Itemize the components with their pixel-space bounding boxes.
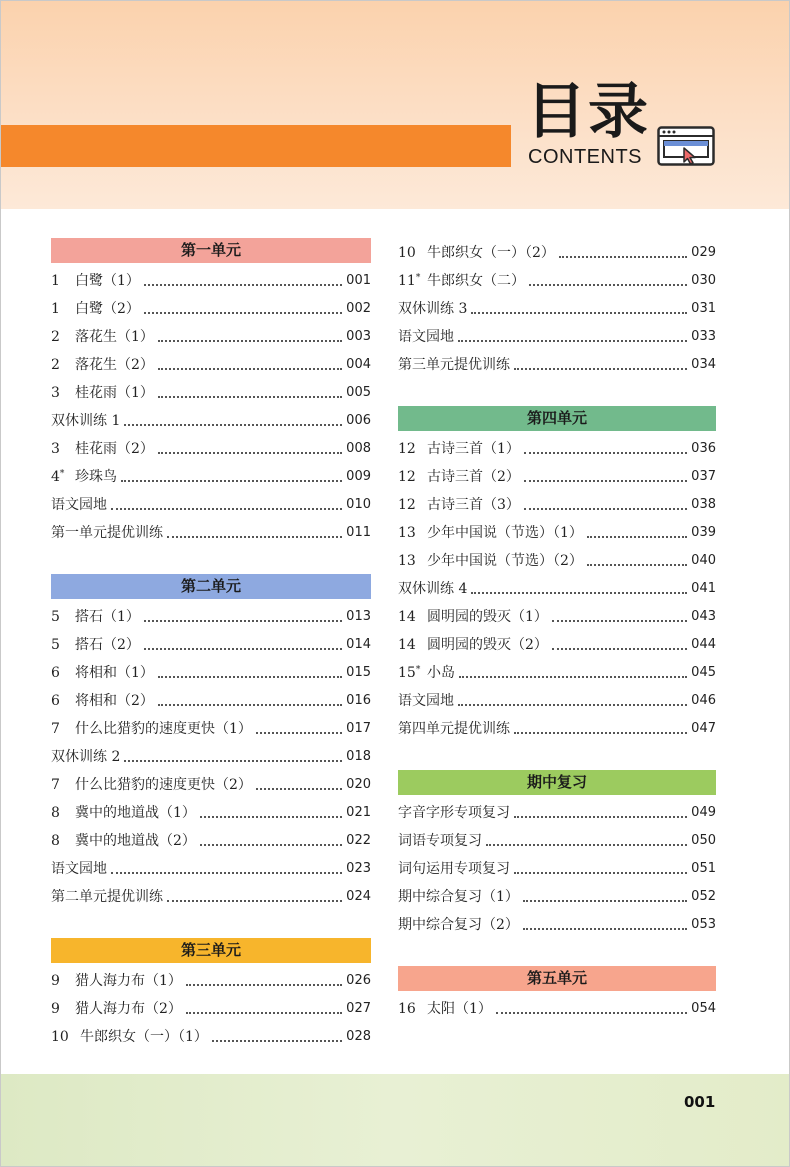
lesson-title: 期中综合复习（2） [398, 917, 519, 933]
dot-leader [200, 816, 342, 818]
page-ref: 046 [691, 693, 716, 708]
dot-leader [158, 676, 342, 678]
lesson-number: 8 [51, 833, 60, 849]
page-ref: 010 [346, 497, 371, 512]
header-banner [1, 1, 789, 209]
lesson-number: 6 [51, 665, 60, 681]
page-ref: 028 [346, 1029, 371, 1044]
lesson-title: 桂花雨（2） [75, 441, 154, 457]
lesson-number: 2 [51, 329, 60, 345]
page-ref: 030 [691, 273, 716, 288]
lesson-number: 6 [51, 693, 60, 709]
dot-leader [514, 872, 687, 874]
lesson-title: 冀中的地道战（2） [75, 833, 196, 849]
toc-right-column [398, 238, 716, 1022]
section-gap [398, 938, 716, 966]
lesson-title: 猎人海力布（2） [75, 1001, 182, 1017]
dot-leader [471, 312, 687, 314]
toc-entry[interactable] [51, 462, 371, 490]
toc-entry[interactable] [51, 294, 371, 322]
dot-leader [167, 536, 342, 538]
page-title: 目录 [526, 77, 650, 147]
dot-leader [458, 704, 687, 706]
unit-header: 第三单元 [51, 938, 371, 963]
lesson-number: 12 [398, 441, 416, 457]
dot-leader [514, 368, 687, 370]
toc-entry[interactable] [398, 714, 716, 742]
dot-leader [212, 1040, 342, 1042]
lesson-title: 语文园地 [51, 497, 107, 513]
toc-entry[interactable] [398, 546, 716, 574]
page-ref: 049 [691, 805, 716, 820]
lesson-title: 搭石（2） [75, 637, 140, 653]
dot-leader [459, 676, 687, 678]
lesson-number: 1 [51, 301, 60, 317]
dot-leader [529, 284, 687, 286]
lesson-title: 白鹭（2） [75, 301, 140, 317]
lesson-number: 11* [398, 273, 421, 289]
toc-entry[interactable] [51, 742, 371, 770]
page-ref: 021 [346, 805, 371, 820]
page-ref: 045 [691, 665, 716, 680]
page-ref: 023 [346, 861, 371, 876]
toc-entry[interactable] [51, 798, 371, 826]
toc-entry[interactable] [398, 490, 716, 518]
lesson-title: 语文园地 [398, 693, 454, 709]
toc-entry[interactable] [51, 686, 371, 714]
dot-leader [158, 704, 342, 706]
toc-entry[interactable] [51, 630, 371, 658]
unit-header: 第四单元 [398, 406, 716, 431]
toc-entry[interactable] [51, 770, 371, 798]
toc-section [51, 574, 371, 910]
dot-leader [158, 452, 342, 454]
lesson-title: 将相和（2） [75, 693, 154, 709]
lesson-title: 双休训练 4 [398, 581, 468, 597]
unit-header: 第一单元 [51, 238, 371, 263]
toc-entry[interactable] [398, 798, 716, 826]
lesson-title: 猎人海力布（1） [75, 973, 182, 989]
dot-leader [524, 452, 687, 454]
toc-entry[interactable] [51, 854, 371, 882]
toc-entry[interactable] [398, 686, 716, 714]
lesson-number: 7 [51, 777, 60, 793]
page-ref: 005 [346, 385, 371, 400]
lesson-title: 字音字形专项复习 [398, 805, 510, 821]
lesson-number: 5 [51, 637, 60, 653]
unit-header: 期中复习 [398, 770, 716, 795]
lesson-number: 7 [51, 721, 60, 737]
dot-leader [256, 732, 342, 734]
toc-entry[interactable] [398, 574, 716, 602]
lesson-number: 10 [398, 245, 416, 261]
lesson-title: 双休训练 3 [398, 301, 468, 317]
toc-entry[interactable] [398, 994, 716, 1022]
lesson-title: 牛郎织女（二） [427, 273, 525, 289]
lesson-number: 16 [398, 1001, 416, 1017]
page-ref: 052 [691, 889, 716, 904]
page-ref: 051 [691, 861, 716, 876]
page-ref: 001 [346, 273, 371, 288]
page-ref: 053 [691, 917, 716, 932]
lesson-title: 什么比猎豹的速度更快（1） [75, 721, 252, 737]
dot-leader [552, 648, 687, 650]
page-ref: 011 [346, 525, 371, 540]
lesson-number: 2 [51, 357, 60, 373]
dot-leader [124, 760, 342, 762]
lesson-number: 9 [51, 1001, 60, 1017]
dot-leader [471, 592, 687, 594]
dot-leader [514, 732, 687, 734]
toc-entry[interactable] [51, 434, 371, 462]
toc-section [398, 406, 716, 742]
dot-leader [124, 424, 342, 426]
lesson-title: 冀中的地道战（1） [75, 805, 196, 821]
page-ref: 054 [691, 1001, 716, 1016]
lesson-number: 1 [51, 273, 60, 289]
toc-section [51, 938, 371, 1050]
toc-entry[interactable] [51, 406, 371, 434]
lesson-title: 双休训练 1 [51, 413, 121, 429]
dot-leader [158, 368, 342, 370]
toc-entry[interactable] [51, 1022, 371, 1050]
lesson-title: 搭石（1） [75, 609, 140, 625]
lesson-title: 少年中国说（节选）（2） [427, 553, 583, 569]
toc-entry[interactable] [398, 854, 716, 882]
toc-entry[interactable] [51, 378, 371, 406]
page-ref: 016 [346, 693, 371, 708]
toc-entry[interactable] [51, 490, 371, 518]
page-ref: 040 [691, 553, 716, 568]
lesson-title: 什么比猎豹的速度更快（2） [75, 777, 252, 793]
dot-leader [524, 508, 687, 510]
lesson-number: 14 [398, 637, 416, 653]
section-gap [398, 378, 716, 406]
page-ref: 003 [346, 329, 371, 344]
lesson-number: 9 [51, 973, 60, 989]
dot-leader [144, 648, 342, 650]
lesson-title: 牛郎织女（一）（1） [80, 1029, 208, 1045]
section-gap [398, 742, 716, 770]
dot-leader [186, 984, 342, 986]
toc-entry[interactable] [398, 238, 716, 266]
dot-leader [587, 536, 687, 538]
lesson-number: 15* [398, 665, 421, 681]
lesson-number: 8 [51, 805, 60, 821]
lesson-title: 将相和（1） [75, 665, 154, 681]
toc-entry[interactable] [398, 882, 716, 910]
lesson-title: 牛郎织女（一）（2） [427, 245, 555, 261]
page-ref: 017 [346, 721, 371, 736]
lesson-title: 桂花雨（1） [75, 385, 154, 401]
toc-entry[interactable] [398, 434, 716, 462]
toc-entry[interactable] [51, 714, 371, 742]
page-ref: 022 [346, 833, 371, 848]
footer-band [1, 1074, 789, 1166]
lesson-number: 13 [398, 553, 416, 569]
page-subtitle: CONTENTS [528, 146, 642, 168]
toc-entry[interactable] [398, 266, 716, 294]
page-number: 001 [684, 1093, 716, 1111]
page-ref: 031 [691, 301, 716, 316]
dot-leader [559, 256, 687, 258]
toc-entry[interactable] [398, 518, 716, 546]
lesson-title: 双休训练 2 [51, 749, 121, 765]
header-orange-bar [1, 125, 511, 167]
lesson-title: 词句运用专项复习 [398, 861, 510, 877]
page-ref: 004 [346, 357, 371, 372]
dot-leader [144, 312, 342, 314]
dot-leader [186, 1012, 342, 1014]
toc-entry[interactable] [51, 602, 371, 630]
toc-section [398, 966, 716, 1022]
dot-leader [200, 844, 342, 846]
dot-leader [158, 340, 342, 342]
browser-cursor-icon [657, 126, 715, 166]
dot-leader [523, 928, 687, 930]
dot-leader [458, 340, 687, 342]
page-ref: 020 [346, 777, 371, 792]
toc-section [398, 770, 716, 938]
page-ref: 015 [346, 665, 371, 680]
page-ref: 041 [691, 581, 716, 596]
page-ref: 009 [346, 469, 371, 484]
page-ref: 002 [346, 301, 371, 316]
dot-leader [144, 620, 342, 622]
dot-leader [514, 816, 687, 818]
lesson-title: 太阳（1） [427, 1001, 492, 1017]
page-ref: 018 [346, 749, 371, 764]
toc-entry[interactable] [398, 630, 716, 658]
toc-section [398, 238, 716, 378]
lesson-title: 圆明园的毁灭（2） [427, 637, 548, 653]
dot-leader [111, 508, 342, 510]
lesson-number: 13 [398, 525, 416, 541]
page-ref: 036 [691, 441, 716, 456]
lesson-number: 14 [398, 609, 416, 625]
section-gap [51, 910, 371, 938]
toc-entry[interactable] [398, 322, 716, 350]
page-ref: 008 [346, 441, 371, 456]
dot-leader [523, 900, 687, 902]
page-ref: 026 [346, 973, 371, 988]
dot-leader [496, 1012, 687, 1014]
lesson-title: 语文园地 [51, 861, 107, 877]
lesson-number: 5 [51, 609, 60, 625]
lesson-title: 古诗三首（2） [427, 469, 520, 485]
dot-leader [158, 396, 342, 398]
lesson-title: 语文园地 [398, 329, 454, 345]
page-ref: 043 [691, 609, 716, 624]
page-ref: 029 [691, 245, 716, 260]
toc-entry[interactable] [51, 966, 371, 994]
dot-leader [256, 788, 342, 790]
lesson-title: 小岛 [427, 665, 455, 681]
lesson-title: 词语专项复习 [398, 833, 482, 849]
lesson-title: 第一单元提优训练 [51, 525, 163, 541]
page-ref: 038 [691, 497, 716, 512]
toc-entry[interactable] [398, 350, 716, 378]
lesson-number: 4* [51, 469, 65, 485]
toc-entry[interactable] [398, 602, 716, 630]
lesson-title: 第四单元提优训练 [398, 721, 510, 737]
lesson-title: 古诗三首（1） [427, 441, 520, 457]
page-ref: 039 [691, 525, 716, 540]
toc-entry[interactable] [51, 882, 371, 910]
dot-leader [552, 620, 687, 622]
page-ref: 044 [691, 637, 716, 652]
page-ref: 013 [346, 609, 371, 624]
lesson-title: 第三单元提优训练 [398, 357, 510, 373]
lesson-number: 10 [51, 1029, 69, 1045]
lesson-number: 3 [51, 441, 60, 457]
lesson-title: 古诗三首（3） [427, 497, 520, 513]
toc-entry[interactable] [398, 658, 716, 686]
lesson-title: 落花生（1） [75, 329, 154, 345]
page-ref: 033 [691, 329, 716, 344]
toc-entry[interactable] [398, 826, 716, 854]
lesson-number: 12 [398, 497, 416, 513]
page-ref: 050 [691, 833, 716, 848]
unit-header: 第二单元 [51, 574, 371, 599]
toc-entry[interactable] [51, 322, 371, 350]
toc-entry[interactable] [398, 910, 716, 938]
dot-leader [587, 564, 687, 566]
toc-entry[interactable] [51, 518, 371, 546]
dot-leader [111, 872, 342, 874]
toc-entry[interactable] [398, 294, 716, 322]
toc-entry[interactable] [51, 350, 371, 378]
toc-entry[interactable] [51, 266, 371, 294]
section-gap [51, 546, 371, 574]
lesson-title: 白鹭（1） [75, 273, 140, 289]
page-ref: 037 [691, 469, 716, 484]
lesson-number: 12 [398, 469, 416, 485]
dot-leader [121, 480, 342, 482]
page-ref: 014 [346, 637, 371, 652]
page-ref: 047 [691, 721, 716, 736]
toc-entry[interactable] [51, 658, 371, 686]
toc-entry[interactable] [51, 994, 371, 1022]
lesson-title: 珍珠鸟 [75, 469, 117, 485]
lesson-title: 落花生（2） [75, 357, 154, 373]
dot-leader [524, 480, 687, 482]
unit-header: 第五单元 [398, 966, 716, 991]
page-ref: 006 [346, 413, 371, 428]
toc-left-column [51, 238, 371, 1050]
dot-leader [486, 844, 687, 846]
page-ref: 027 [346, 1001, 371, 1016]
lesson-title: 圆明园的毁灭（1） [427, 609, 548, 625]
toc-entry[interactable] [398, 462, 716, 490]
lesson-title: 第二单元提优训练 [51, 889, 163, 905]
dot-leader [144, 284, 342, 286]
dot-leader [167, 900, 342, 902]
lesson-title: 少年中国说（节选）（1） [427, 525, 583, 541]
toc-section [51, 238, 371, 546]
lesson-number: 3 [51, 385, 60, 401]
page-ref: 024 [346, 889, 371, 904]
page-ref: 034 [691, 357, 716, 372]
toc-entry[interactable] [51, 826, 371, 854]
lesson-title: 期中综合复习（1） [398, 889, 519, 905]
